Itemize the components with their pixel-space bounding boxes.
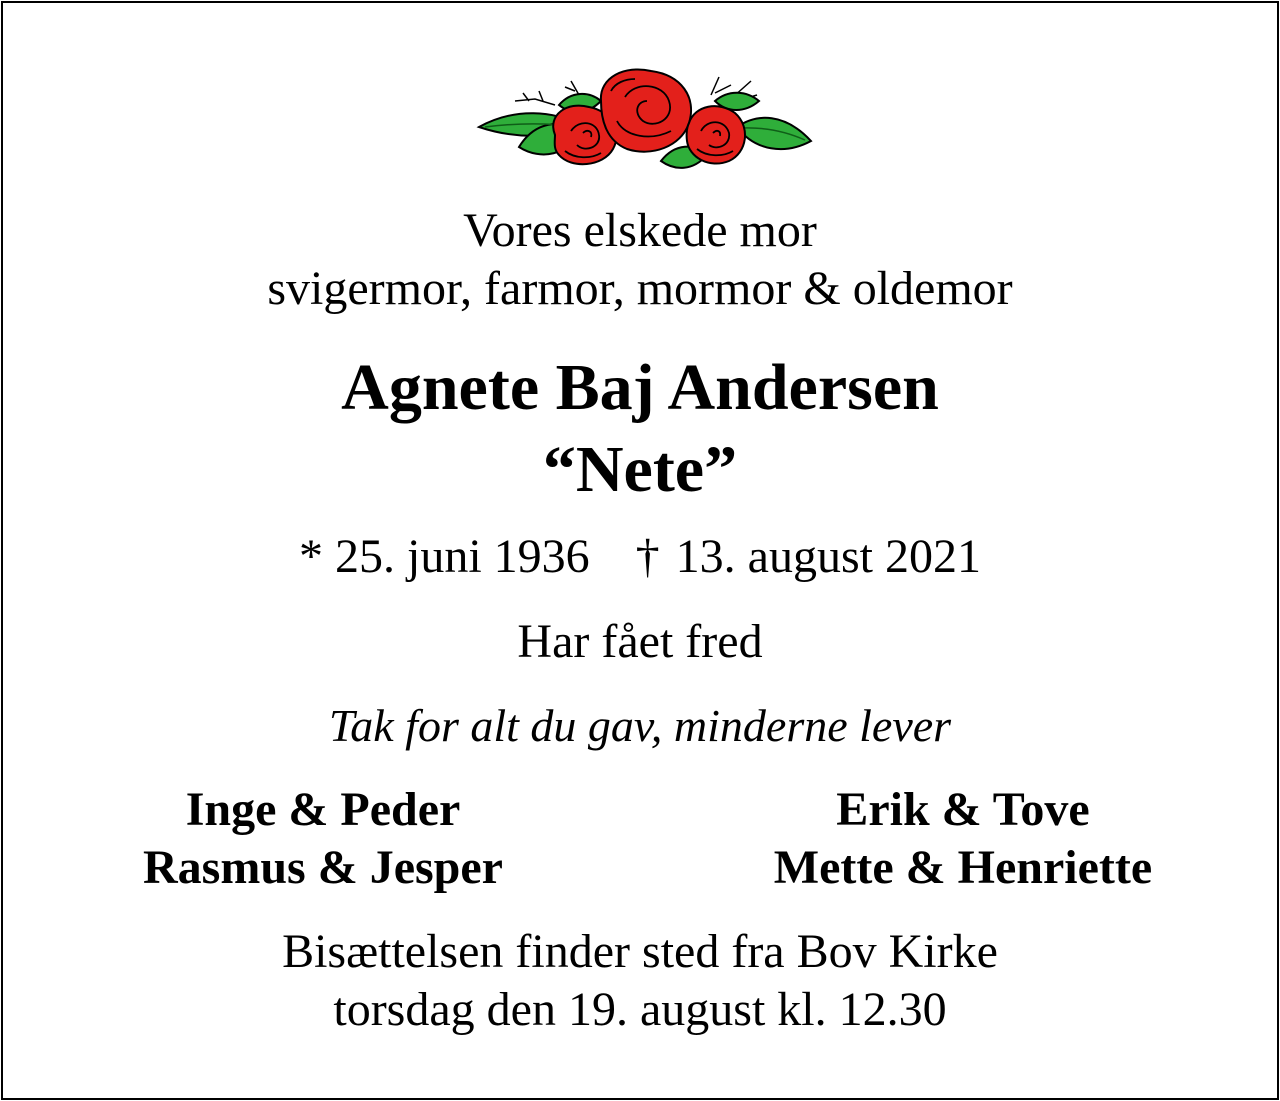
family-names-left [73,781,573,897]
funeral-time: torsdag den 19. august kl. 12.30 [333,983,947,1036]
obituary-notice [1,1,1279,1100]
family-name-line: Erik & Tove [836,783,1090,836]
peace-text: Har fået fred [517,615,763,668]
birth-symbol: * [299,530,323,583]
deceased-nickname: “Nete” [542,433,738,506]
family-name-line: Inge & Peder [185,783,461,836]
thanks-text: Tak for alt du gav, minderne lever [328,700,952,751]
family-name-line: Rasmus & Jesper [143,841,503,894]
intro-line-relationship: Vores elskede mor [463,204,817,257]
birth-date: 25. juni 1936 [335,530,590,583]
life-dates [3,530,1277,583]
funeral-location: Bisættelsen finder sted fra Bov Kirke [282,925,998,978]
deceased-name: Agnete Baj Andersen [341,351,939,424]
intro-line-family-roles: svigermor, farmor, mormor & oldemor [267,262,1013,315]
death-symbol: † [635,530,660,583]
family-name-line: Mette & Henriette [773,841,1153,894]
family-names-right [713,781,1213,897]
red-roses-icon [475,61,815,179]
death-date: 13. august 2021 [675,530,981,583]
